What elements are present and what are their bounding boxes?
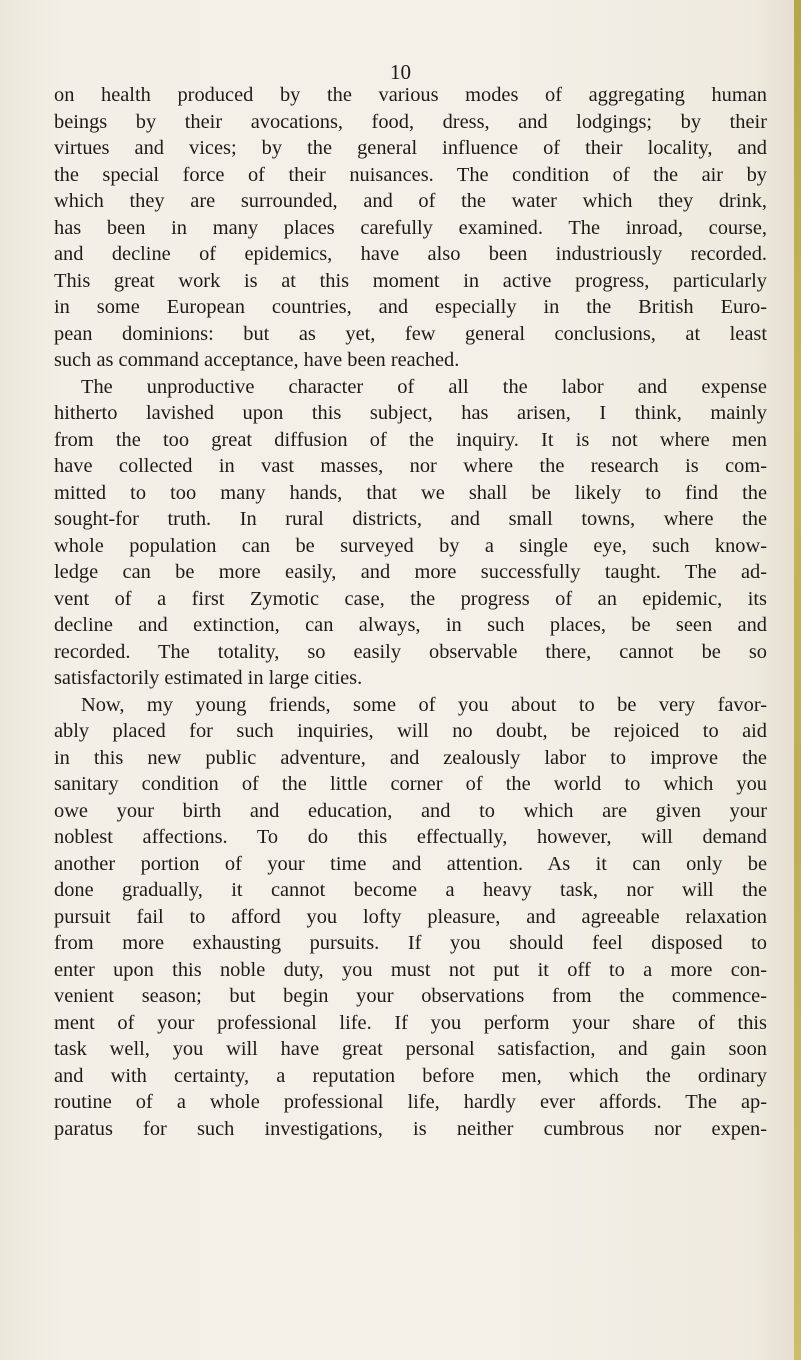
text-line: and decline of epidemics, have also been industriously recorded. bbox=[54, 243, 767, 265]
text-line: in this new public adventure, and zealously labor to improve the bbox=[54, 746, 767, 769]
page-number: 10 bbox=[390, 60, 411, 84]
text-line: has been in many places carefully examined. The inroad, course, bbox=[54, 216, 767, 239]
text-line: which they are surrounded, and of the water which they drink, bbox=[54, 190, 767, 212]
text-line: The unproductive character of all the labor and expense bbox=[81, 375, 767, 398]
text-line: owe your birth and education, and to which are given your bbox=[54, 799, 767, 822]
text-line: beings by their avocations, food, dress, and lodgings; by their bbox=[54, 110, 767, 133]
text-line: task well, you will have great personal satisfaction, and gain soon bbox=[54, 1038, 767, 1060]
text-line: such as command acceptance, have been reached. bbox=[54, 349, 460, 371]
text-line: the special force of their nuisances. The condition of the air by bbox=[54, 163, 767, 186]
text-line: done gradually, it cannot become a heavy task, nor will the bbox=[54, 879, 767, 901]
text-line: another portion of your time and attention. As it can only be bbox=[54, 852, 767, 875]
text-line: recorded. The totality, so easily observable there, cannot be so bbox=[54, 640, 767, 663]
text-line: sought-for truth. In rural districts, and small towns, where the bbox=[54, 508, 767, 530]
text-line: ment of your professional life. If you perform your share of this bbox=[54, 1011, 767, 1034]
text-line: pursuit fail to afford you lofty pleasure, and agreeable relaxation bbox=[54, 905, 767, 928]
text-line: from more exhausting pursuits. If you should feel disposed to bbox=[54, 932, 767, 954]
page-edge bbox=[794, 0, 801, 1360]
text-line: This great work is at this moment in active progress, particularly bbox=[54, 269, 767, 292]
text-line: whole population can be surveyed by a single eye, such know- bbox=[54, 534, 767, 557]
text-line: hitherto lavished upon this subject, has arisen, I think, mainly bbox=[54, 402, 767, 424]
text-line: noblest affections. To do this effectually, however, will demand bbox=[54, 826, 767, 848]
text-line: venient season; but begin your observations from the commence- bbox=[54, 985, 767, 1007]
text-line: Now, my young friends, some of you about to be very favor- bbox=[81, 693, 767, 716]
text-line: decline and extinction, can always, in such places, be seen and bbox=[54, 614, 767, 636]
body-text bbox=[54, 82, 767, 1142]
text-line: from the too great diffusion of the inquiry. It is not where men bbox=[54, 428, 767, 451]
text-line: and with certainty, a reputation before men, which the ordinary bbox=[54, 1064, 767, 1087]
text-line: in some European countries, and especially in the British Euro- bbox=[54, 296, 767, 318]
text-line: ledge can be more easily, and more successfully taught. The ad- bbox=[54, 561, 767, 583]
text-line: ably placed for such inquiries, will no doubt, be rejoiced to aid bbox=[54, 720, 767, 742]
text-line: sanitary condition of the little corner of the world to which you bbox=[54, 773, 767, 795]
text-line: on health produced by the various modes of aggregating human bbox=[54, 84, 767, 106]
text-line: enter upon this noble duty, you must not put it off to a more con- bbox=[54, 958, 767, 981]
text-line: routine of a whole professional life, hardly ever affords. The ap- bbox=[54, 1091, 767, 1113]
text-line: have collected in vast masses, nor where the research is com- bbox=[54, 455, 767, 477]
text-line: mitted to too many hands, that we shall be likely to find the bbox=[54, 481, 767, 504]
text-line: pean dominions: but as yet, few general conclusions, at least bbox=[54, 322, 767, 345]
text-line: satisfactorily estimated in large cities. bbox=[54, 667, 363, 689]
text-line: vent of a first Zymotic case, the progress of an epidemic, its bbox=[54, 587, 767, 610]
text-line: virtues and vices; by the general influence of their locality, and bbox=[54, 137, 767, 159]
text-line: paratus for such investigations, is neither cumbrous nor expen- bbox=[54, 1117, 767, 1140]
